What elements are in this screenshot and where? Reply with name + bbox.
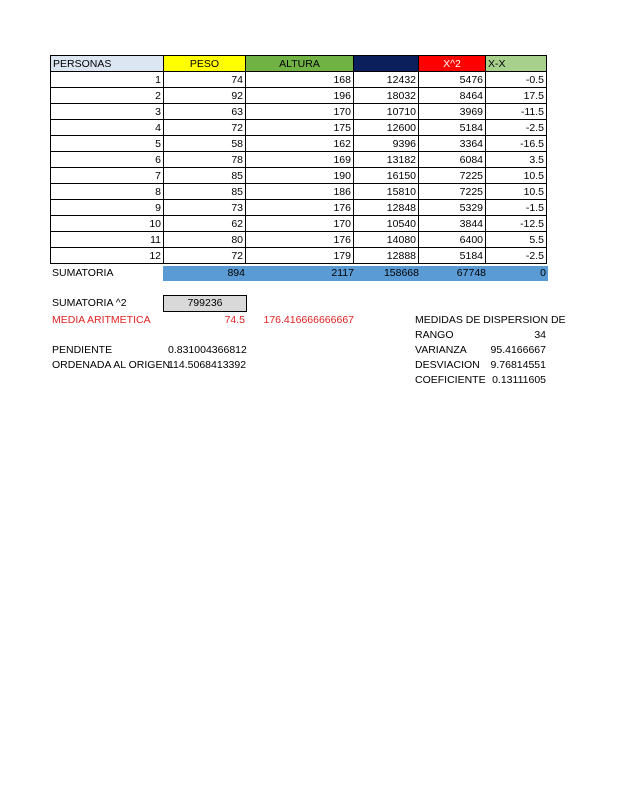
cell-xy[interactable]: 12600 xyxy=(354,120,419,136)
table-row xyxy=(51,216,547,232)
cell-peso[interactable]: 85 xyxy=(164,168,246,184)
ordenada-value[interactable]: 114.5068413392 xyxy=(168,359,247,371)
rango-value[interactable]: 34 xyxy=(534,329,546,341)
table-row xyxy=(51,120,547,136)
data-table xyxy=(50,55,547,264)
cell-altura[interactable]: 170 xyxy=(246,104,354,120)
desviacion-label: DESVIACION xyxy=(415,359,480,371)
sumatoria-sq-label: SUMATORIA ^2 xyxy=(52,297,127,309)
cell-xy[interactable]: 9396 xyxy=(354,136,419,152)
cell-altura[interactable]: 190 xyxy=(246,168,354,184)
table-row xyxy=(51,248,547,264)
cell-x2[interactable]: 7225 xyxy=(419,168,486,184)
cell-n[interactable]: 6 xyxy=(51,152,164,168)
cell-xx[interactable]: 10.5 xyxy=(486,184,547,200)
sumatoria-peso[interactable]: 894 xyxy=(227,267,245,279)
dispersion-title: MEDIDAS DE DISPERSION DE xyxy=(415,314,566,326)
cell-xx[interactable]: -2.5 xyxy=(486,120,547,136)
table-row xyxy=(51,88,547,104)
cell-altura[interactable]: 175 xyxy=(246,120,354,136)
cell-n[interactable]: 8 xyxy=(51,184,164,200)
cell-x2[interactable]: 7225 xyxy=(419,184,486,200)
table-row xyxy=(51,200,547,216)
media-altura[interactable]: 176.416666666667 xyxy=(263,314,354,326)
desviacion-value[interactable]: 9.76814551 xyxy=(490,359,546,371)
cell-n[interactable]: 10 xyxy=(51,216,164,232)
cell-altura[interactable]: 168 xyxy=(246,72,354,88)
cell-n[interactable]: 11 xyxy=(51,232,164,248)
cell-peso[interactable]: 72 xyxy=(164,248,246,264)
cell-x2[interactable]: 6400 xyxy=(419,232,486,248)
cell-peso[interactable]: 78 xyxy=(164,152,246,168)
table-row xyxy=(51,104,547,120)
media-peso[interactable]: 74.5 xyxy=(224,314,245,326)
cell-xy[interactable]: 14080 xyxy=(354,232,419,248)
cell-xx[interactable]: 17.5 xyxy=(486,88,547,104)
table-row xyxy=(51,152,547,168)
header-xy[interactable]: XY xyxy=(354,56,419,72)
cell-x2[interactable]: 3969 xyxy=(419,104,486,120)
cell-altura[interactable]: 179 xyxy=(246,248,354,264)
cell-altura[interactable]: 169 xyxy=(246,152,354,168)
cell-xx[interactable]: -16.5 xyxy=(486,136,547,152)
coeficiente-label: COEFICIENTE xyxy=(415,374,486,386)
cell-altura[interactable]: 176 xyxy=(246,232,354,248)
cell-x2[interactable]: 5184 xyxy=(419,120,486,136)
header-xx[interactable]: X-X xyxy=(486,56,547,72)
sumatoria-x2[interactable]: 67748 xyxy=(456,267,486,279)
varianza-value[interactable]: 95.4166667 xyxy=(490,344,546,356)
table-row xyxy=(51,168,547,184)
cell-peso[interactable]: 80 xyxy=(164,232,246,248)
cell-xx[interactable]: -2.5 xyxy=(486,248,547,264)
cell-peso[interactable]: 62 xyxy=(164,216,246,232)
cell-n[interactable]: 5 xyxy=(51,136,164,152)
pendiente-value[interactable]: 0.831004366812 xyxy=(168,344,247,356)
cell-xy[interactable]: 15810 xyxy=(354,184,419,200)
cell-xx[interactable]: -0.5 xyxy=(486,72,547,88)
header-peso[interactable]: PESO xyxy=(164,56,246,72)
pendiente-label: PENDIENTE xyxy=(52,344,113,356)
cell-altura[interactable]: 186 xyxy=(246,184,354,200)
cell-peso[interactable]: 92 xyxy=(164,88,246,104)
cell-xy[interactable]: 12888 xyxy=(354,248,419,264)
cell-n[interactable]: 2 xyxy=(51,88,164,104)
cell-xy[interactable]: 16150 xyxy=(354,168,419,184)
cell-x2[interactable]: 6084 xyxy=(419,152,486,168)
cell-altura[interactable]: 170 xyxy=(246,216,354,232)
sumatoria-label: SUMATORIA xyxy=(52,267,114,279)
sumatoria-xy[interactable]: 158668 xyxy=(383,267,419,279)
cell-peso[interactable]: 73 xyxy=(164,200,246,216)
cell-x2[interactable]: 8464 xyxy=(419,88,486,104)
cell-n[interactable]: 12 xyxy=(51,248,164,264)
cell-xx[interactable]: 10.5 xyxy=(486,168,547,184)
rango-label: RANGO xyxy=(415,329,454,341)
cell-peso[interactable]: 58 xyxy=(164,136,246,152)
media-label: MEDIA ARITMETICA xyxy=(52,314,151,326)
cell-x2[interactable]: 5184 xyxy=(419,248,486,264)
cell-xx[interactable]: -11.5 xyxy=(486,104,547,120)
cell-x2[interactable]: 5329 xyxy=(419,200,486,216)
sumatoria-altura[interactable]: 2117 xyxy=(331,267,354,279)
header-altura[interactable]: ALTURA xyxy=(246,56,354,72)
cell-peso[interactable]: 74 xyxy=(164,72,246,88)
cell-xx[interactable]: -1.5 xyxy=(486,200,547,216)
cell-x2[interactable]: 3844 xyxy=(419,216,486,232)
cell-xy[interactable]: 10540 xyxy=(354,216,419,232)
cell-xx[interactable]: -12.5 xyxy=(486,216,547,232)
cell-xy[interactable]: 13182 xyxy=(354,152,419,168)
cell-peso[interactable]: 63 xyxy=(164,104,246,120)
cell-n[interactable]: 7 xyxy=(51,168,164,184)
cell-xy[interactable]: 18032 xyxy=(354,88,419,104)
header-personas[interactable]: PERSONAS xyxy=(51,56,164,72)
ordenada-label: ORDENADA AL ORIGEN xyxy=(52,359,171,371)
cell-xy[interactable]: 12848 xyxy=(354,200,419,216)
sumatoria-sq-value[interactable]: 799236 xyxy=(163,295,247,312)
cell-peso[interactable]: 72 xyxy=(164,120,246,136)
cell-xy[interactable]: 10710 xyxy=(354,104,419,120)
table-row xyxy=(51,232,547,248)
cell-xx[interactable]: 5.5 xyxy=(486,232,547,248)
cell-n[interactable]: 9 xyxy=(51,200,164,216)
cell-xy[interactable]: 12432 xyxy=(354,72,419,88)
varianza-label: VARIANZA xyxy=(415,344,467,356)
header-row xyxy=(51,56,547,72)
cell-peso[interactable]: 85 xyxy=(164,184,246,200)
cell-altura[interactable]: 176 xyxy=(246,200,354,216)
table-row xyxy=(51,72,547,88)
cell-n[interactable]: 1 xyxy=(51,72,164,88)
cell-altura[interactable]: 196 xyxy=(246,88,354,104)
header-x2[interactable]: X^2 xyxy=(419,56,486,72)
cell-x2[interactable]: 5476 xyxy=(419,72,486,88)
cell-n[interactable]: 3 xyxy=(51,104,164,120)
coeficiente-value[interactable]: 0.13111605 xyxy=(492,374,546,386)
cell-n[interactable]: 4 xyxy=(51,120,164,136)
cell-altura[interactable]: 162 xyxy=(246,136,354,152)
sumatoria-xx[interactable]: 0 xyxy=(540,267,546,279)
cell-x2[interactable]: 3364 xyxy=(419,136,486,152)
table-row xyxy=(51,184,547,200)
table-row xyxy=(51,136,547,152)
cell-xx[interactable]: 3.5 xyxy=(486,152,547,168)
